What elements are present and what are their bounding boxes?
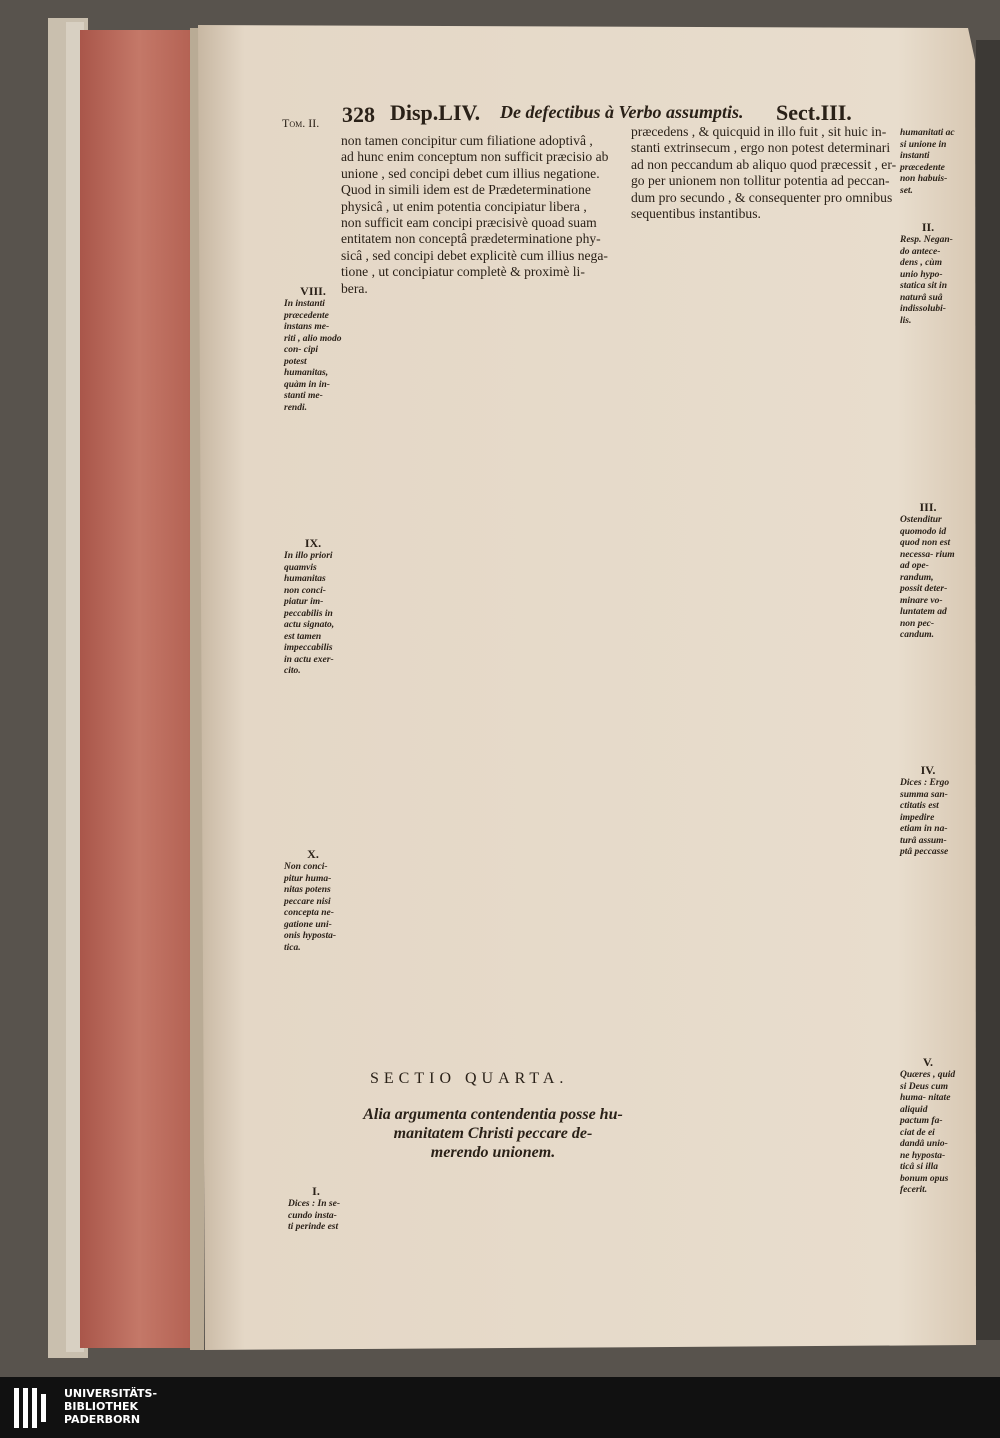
margin-note: III. Ostenditur quomodo id quod non est necessa- rium ad ope- randum, possit deter- minare vo- luntatem ad non pec- candum. (900, 500, 955, 640)
margin-note: humanitati ac si unione in instanti præcedente non habuis- set. (900, 128, 955, 196)
library-name: UNIVERSITÄTS- BIBLIOTHEK PADERBORN (64, 1387, 158, 1426)
text-line: præcedens , & quicquid in illo fuit , sit huic in- (631, 124, 887, 139)
left-column-text (341, 133, 608, 297)
text-line: dum pro secundo , & consequenter pro omnibus (631, 189, 893, 205)
disputation-label: Disp.LIV. (390, 100, 481, 125)
section-subtitle: Alia argumenta contendentia posse hu- manitatem Christi peccare de- merendo unionem. (363, 1106, 623, 1161)
text-line: ad hunc enim conceptum non sufficit præcisio ab (341, 149, 609, 165)
text-line: entitatem non conceptâ prædeterminatione phy- (341, 231, 601, 247)
tome-label: Tom. II. (282, 116, 320, 130)
section-heading: SECTIO QUARTA. (370, 1070, 569, 1087)
text-line: unione , sed concipi debet cum illius negatione. (341, 165, 600, 181)
text-line: non sufficit eam concipi præcisivè quoad suam (341, 215, 597, 231)
text-line: go per unionem non tollitur potentia ad peccan- (631, 173, 890, 189)
text-line: Quod in simili idem est de Prædeterminatione (341, 182, 591, 198)
margin-note: I. Dices : In se- cundo insta- ti perinde est (288, 1184, 340, 1232)
text-line: sequentibus instantibus. (631, 206, 761, 222)
margin-note: IX. In illo priori quamvis humanitas non conci- piatur im- peccabilis in actu signato, est tamen impeccabilis in actu exer- cito. (284, 536, 335, 676)
page-number: 328 (342, 102, 375, 127)
book-page (200, 30, 970, 1348)
section-label: Sect.III. (776, 100, 852, 125)
margin-note: IV. Dices : Ergo summa san- ctitatis est impedire etiam in na- turâ assum- ptâ peccasse (900, 763, 950, 857)
library-logo-icon (14, 1388, 54, 1428)
text-line: sicâ , sed concipi debet explicitè cum illius nega- (341, 247, 608, 263)
text-line: bera. (341, 280, 368, 296)
text-line: ad non peccandum ab aliquo quod præcessit , er- (631, 156, 897, 172)
text-line: physicâ , ut enim potentia concipiatur libera , (341, 198, 587, 214)
running-title: De defectibus à Verbo assumptis. (500, 102, 744, 122)
text-line: tione , ut concipiatur completè & proximè li- (341, 264, 585, 280)
margin-note: V. Quæres , quid si Deus cum huma- nitate aliquid pactum fa- ciat de ei dandâ unio- ne hyposta- ticâ si illa bonum opus fecerit. (900, 1055, 956, 1195)
margin-note: X. Non conci- pitur huma- nitas potens peccare nisi concepta ne- gatione uni- onis hyposta- tica. (284, 847, 336, 953)
right-column-text (631, 124, 896, 222)
text-line: non tamen concipitur cum filiatione adoptivâ , (341, 133, 593, 148)
margin-note: II. Resp. Negan- do antece- dens , cùm unio hypo- statica sit in naturâ suâ indissolubi- lis. (900, 220, 953, 326)
margin-note: VIII. In instanti præcedente instans me- riti , alio modo con- cipi potest humanitas, quàm in in- stanti me- rendi. (284, 284, 342, 413)
text-line: stanti extrinsecum , ergo non potest determinari (631, 140, 891, 156)
